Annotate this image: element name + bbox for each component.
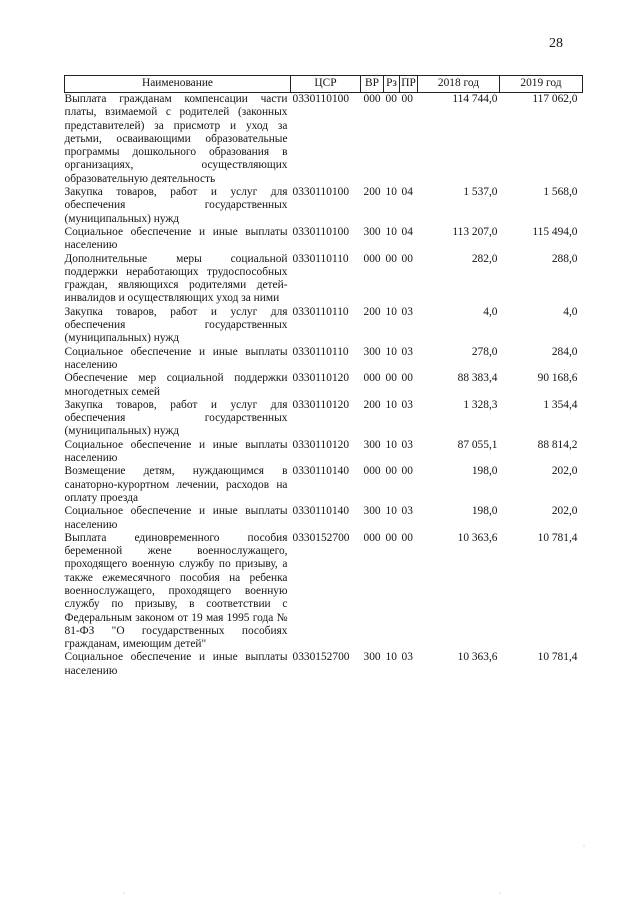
row-pr: 03 [401, 305, 413, 318]
row-vr: 300 [363, 505, 381, 518]
row-csr: 0330110110 [292, 252, 349, 265]
row-name: Социальное обеспечение и иные выплаты населению [64, 225, 288, 252]
row-2019-value: 10 781,4 [537, 651, 578, 664]
row-vr: 200 [363, 305, 381, 318]
row-csr: 0330110140 [292, 505, 350, 518]
row-2018-value: 114 744,0 [452, 93, 498, 105]
row-2019-value: 284,0 [551, 345, 578, 358]
row-vr: 200 [363, 398, 381, 411]
row-csr: 0330110100 [292, 93, 350, 105]
speck [123, 892, 124, 893]
row-2019-value: 202,0 [551, 465, 578, 478]
table-row [65, 465, 583, 505]
row-vr: 300 [363, 651, 381, 664]
row-name: Социальное обеспечение и иные выплаты населению [64, 505, 288, 531]
header-vr: ВР [361, 76, 384, 93]
row-vr: 000 [363, 531, 381, 544]
row-2018-value: 113 207,0 [452, 225, 498, 238]
row-rz: 10 [385, 186, 397, 199]
row-vr: 300 [363, 438, 381, 451]
row-name: Социальное обеспечение и иные выплаты населению [64, 438, 288, 465]
row-csr: 0330110110 [292, 345, 349, 358]
row-vr: 200 [363, 186, 381, 199]
row-csr: 0330110100 [292, 225, 350, 238]
speck [583, 845, 584, 846]
table-row [65, 372, 583, 399]
row-pr: 00 [401, 93, 413, 105]
row-pr: 00 [401, 465, 413, 478]
row-2019-value: 1 568,0 [543, 186, 578, 199]
row-rz: 00 [385, 465, 397, 478]
row-rz: 10 [385, 505, 397, 518]
row-csr: 0330110120 [292, 398, 350, 411]
row-pr: 03 [401, 505, 413, 518]
row-2019-value: 288,0 [551, 252, 578, 265]
row-name: Закупка товаров, работ и услуг для обеспечения государственных (муниципальных) нужд [64, 398, 288, 438]
row-csr: 0330110140 [292, 465, 350, 478]
row-rz: 10 [385, 651, 397, 664]
speck [499, 892, 500, 893]
row-2019-value: 117 062,0 [532, 93, 578, 105]
table-row [65, 399, 583, 439]
row-name: Закупка товаров, работ и услуг для обеспечения государственных (муниципальных) нужд [64, 186, 288, 225]
row-csr: 0330152700 [292, 651, 350, 664]
row-rz: 10 [385, 225, 397, 238]
row-vr: 000 [363, 465, 381, 478]
table-row [65, 651, 583, 678]
row-name: Выплата гражданам компенсации части платы, взимаемой с родителей (законных представителей) за присмотр и уход за детьми, осваивающими образовательные программы дошкольного образования в организациях, осуществляющих образовательную деятельность [64, 93, 288, 185]
header-rz: Рз [384, 76, 400, 93]
row-pr: 00 [401, 531, 413, 544]
row-name: Социальное обеспечение и иные выплаты населению [64, 345, 288, 371]
table-row [65, 186, 583, 226]
row-pr: 03 [401, 345, 413, 358]
header-name: Наименование [65, 76, 291, 93]
row-rz: 00 [385, 252, 397, 265]
row-name: Выплата единовременного пособия беременной жене военнослужащего, проходящего военную службу по призыву, а также ежемесячного пособия на ребенка военнослужащего, проходящего военную службу по призыву, в соответствии с Федеральным законом от 19 мая 1995 года № 81-ФЗ "О государственных пособиях гражданам, имеющим детей" [64, 531, 288, 651]
row-pr: 04 [401, 186, 413, 199]
row-pr: 00 [401, 252, 413, 265]
table-header [65, 76, 583, 93]
table-row [65, 306, 583, 346]
row-2019-value: 90 168,6 [537, 372, 578, 385]
table-row [65, 505, 583, 532]
row-csr: 0330110110 [292, 305, 349, 318]
row-name: Дополнительные меры социальной поддержки неработающих трудоспособных граждан, являющихся родителями детей-инвалидов и осуществляющих уход за ними [64, 252, 288, 305]
table-row [65, 226, 583, 253]
row-2018-value: 10 363,6 [457, 531, 498, 544]
row-rz: 10 [385, 345, 397, 358]
row-2018-value: 87 055,1 [457, 438, 498, 451]
row-2019-value: 115 494,0 [532, 225, 578, 238]
table-body [65, 93, 583, 679]
row-csr: 0330110120 [292, 372, 350, 385]
row-csr: 0330110100 [292, 186, 350, 199]
row-vr: 300 [363, 345, 381, 358]
page-number: 28 [549, 36, 563, 51]
row-2018-value: 4,0 [483, 305, 498, 318]
row-pr: 00 [401, 372, 413, 385]
table-row [65, 439, 583, 466]
budget-table [64, 75, 583, 678]
row-vr: 300 [363, 225, 381, 238]
row-2018-value: 282,0 [471, 252, 498, 265]
row-2018-value: 88 383,4 [457, 372, 498, 385]
row-rz: 10 [385, 398, 397, 411]
table-row [65, 532, 583, 652]
row-pr: 03 [401, 398, 413, 411]
row-2019-value: 10 781,4 [537, 531, 578, 544]
row-pr: 03 [401, 651, 413, 664]
table-row [65, 93, 583, 187]
row-csr: 0330152700 [292, 531, 350, 544]
row-vr: 000 [363, 252, 381, 265]
header-pr: ПР [400, 76, 418, 93]
row-2019-value: 202,0 [551, 505, 578, 518]
row-csr: 0330110120 [292, 438, 350, 451]
row-rz: 00 [385, 372, 397, 385]
row-rz: 00 [385, 93, 397, 105]
row-2018-value: 198,0 [471, 465, 498, 478]
header-csr: ЦСР [291, 76, 361, 93]
row-2018-value: 1 537,0 [463, 186, 498, 199]
row-pr: 04 [401, 225, 413, 238]
row-rz: 00 [385, 531, 397, 544]
row-name: Обеспечение мер социальной поддержки многодетных семей [64, 372, 288, 398]
row-name: Социальное обеспечение и иные выплаты населению [64, 651, 288, 677]
table-row [65, 346, 583, 373]
row-2018-value: 198,0 [471, 505, 498, 518]
row-2018-value: 278,0 [471, 345, 498, 358]
row-rz: 10 [385, 438, 397, 451]
row-2019-value: 88 814,2 [537, 438, 578, 451]
row-name: Возмещение детям, нуждающимся в санаторно-курортном лечении, расходов на оплату проезда [64, 465, 288, 504]
row-vr: 000 [363, 93, 381, 105]
header-2018: 2018 год [418, 76, 500, 93]
row-pr: 03 [401, 438, 413, 451]
row-2018-value: 1 328,3 [463, 398, 498, 411]
row-rz: 10 [385, 305, 397, 318]
row-vr: 000 [363, 372, 381, 385]
table-row [65, 253, 583, 306]
row-2019-value: 4,0 [563, 305, 578, 318]
row-2019-value: 1 354,4 [543, 398, 578, 411]
header-2019: 2019 год [500, 76, 583, 93]
row-2018-value: 10 363,6 [457, 651, 498, 664]
row-name: Закупка товаров, работ и услуг для обеспечения государственных (муниципальных) нужд [64, 305, 288, 345]
